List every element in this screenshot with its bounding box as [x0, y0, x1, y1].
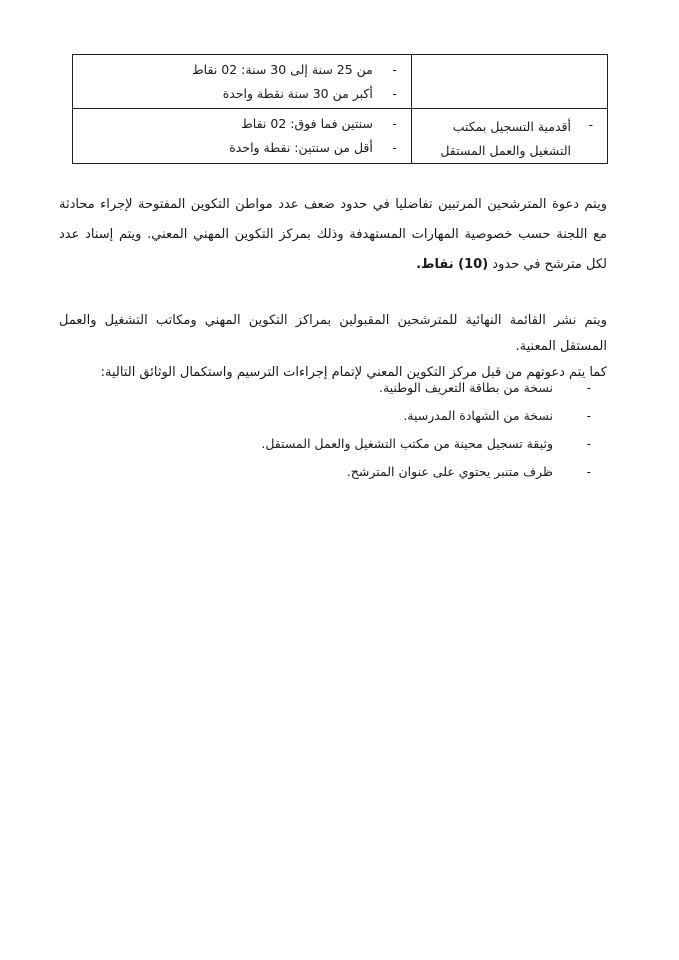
- list-item: [131, 402, 591, 430]
- bullet-dash: -: [392, 86, 397, 101]
- list-item: [131, 374, 591, 402]
- bullet-dash: -: [586, 464, 591, 479]
- publish-line: كما يتم دعوتهم من قبل مركز التكوين المعني لإتمام إجراءات الترسيم واستكمال الوثائق التالية:: [100, 365, 607, 380]
- bullet-dash: -: [588, 117, 593, 132]
- document-item: نسخة من الشهادة المدرسية.: [403, 408, 553, 423]
- document-item: وثيقة تسجيل محينة من مكتب التشغيل والعمل المستقل.: [261, 436, 553, 451]
- list-item: [73, 58, 411, 82]
- list-item: [73, 82, 411, 106]
- points-text: أقل من سنتين: نقطة واحدة: [229, 140, 373, 155]
- document-item: نسخة من بطاقة التعريف الوطنية.: [378, 380, 553, 395]
- points-list: [73, 109, 411, 160]
- bullet-dash: -: [392, 140, 397, 155]
- bullet-dash: -: [586, 436, 591, 451]
- points-list: [73, 55, 411, 106]
- points-text: سنتين فما فوق: 02 نقاط: [241, 116, 373, 131]
- criterion-cell-empty: [411, 55, 607, 109]
- criterion-label: أقدمية التسجيل بمكتب التشغيل والعمل المستقل: [440, 119, 571, 158]
- bullet-dash: -: [392, 62, 397, 77]
- list-item: [131, 458, 591, 486]
- publish-line: ويتم نشر القائمة النهائية للمترشحين المقبولين بمراكز التكوين المهني ومكاتب التشغيل والعمل المستقل المعنية.: [59, 313, 607, 354]
- bullet-dash: -: [586, 408, 591, 423]
- table-row-age: [73, 55, 608, 109]
- list-item: [73, 136, 411, 160]
- bullet-dash: -: [392, 116, 397, 131]
- criterion-cell-seniority: [411, 109, 607, 164]
- points-text: أكبر من 30 سنة نقطة واحدة: [222, 86, 373, 101]
- points-cell-seniority: [73, 109, 412, 164]
- points-cell-age: [73, 55, 412, 109]
- interview-points: (10) نقاط.: [416, 257, 489, 272]
- list-item: [73, 112, 411, 136]
- points-text: من 25 سنة إلى 30 سنة: 02 نقاط: [192, 62, 373, 77]
- criteria-table: [72, 54, 608, 164]
- list-item: [131, 430, 591, 458]
- table-row-seniority: [73, 109, 608, 164]
- interview-text: ويتم دعوة المترشحين المرتبين تفاضليا في حدود ضعف عدد مواطن التكوين المفتوحة لإجراء محادثة مع اللجنة حسب خصوصية المهارات المستهدفة وذلك بمركز التكوين المهني المعني. ويتم إسناد عدد لكل مترشح في حدود: [59, 197, 607, 272]
- interview-paragraph: [59, 190, 607, 280]
- document-item: ظرف متنبر يحتوي على عنوان المترشح.: [346, 464, 553, 479]
- bullet-dash: -: [586, 380, 591, 395]
- documents-list: [131, 374, 591, 486]
